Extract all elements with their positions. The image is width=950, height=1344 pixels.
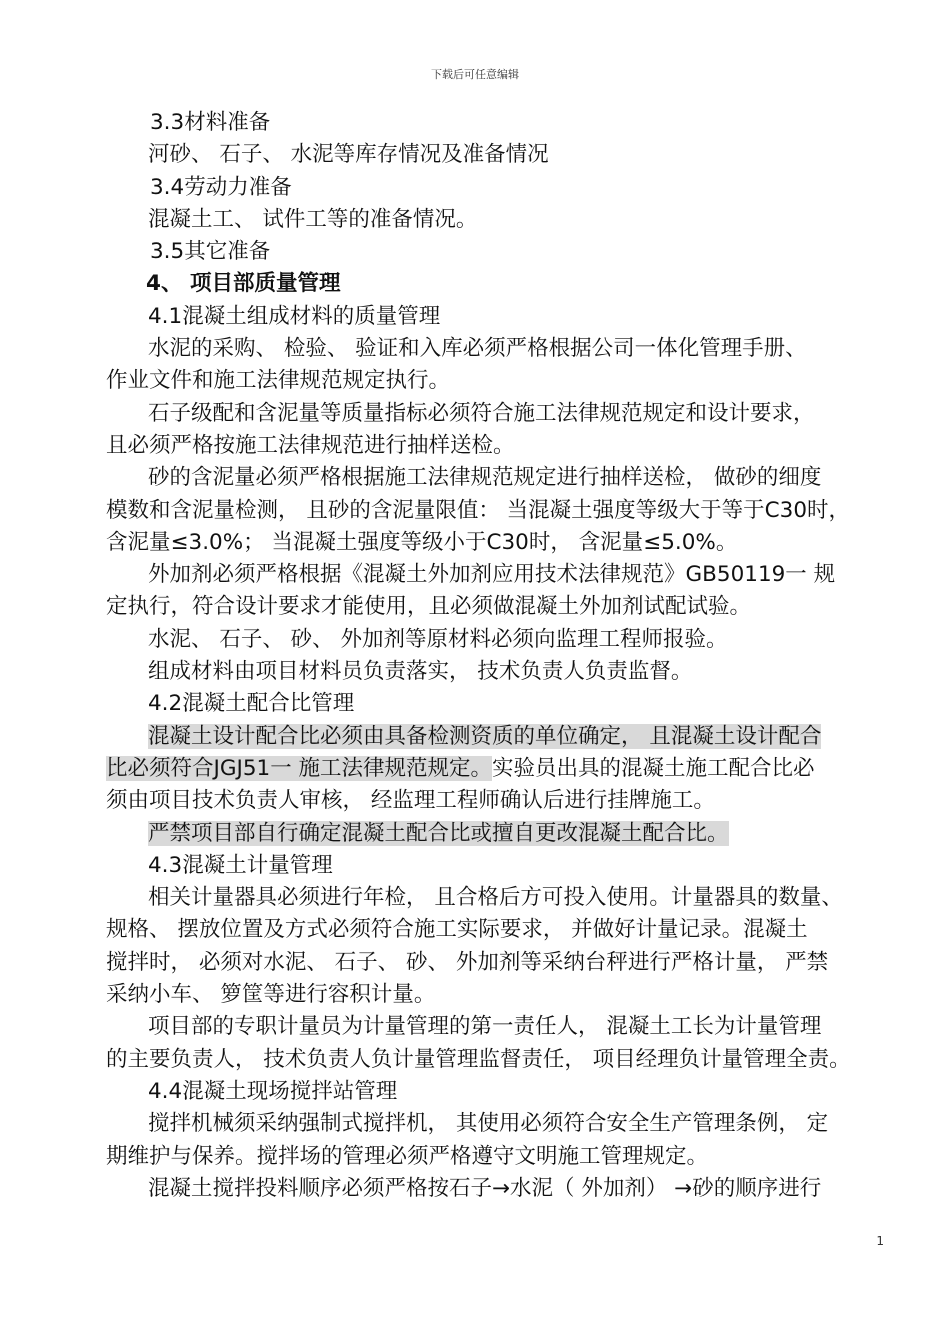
text-line bbox=[106, 1173, 894, 1205]
page-number: 1 bbox=[876, 1234, 884, 1248]
text-line bbox=[106, 301, 894, 333]
line-text: 搅拌机械须采纳强制式搅拌机， 其使用必须符合安全生产管理条例， 定 bbox=[148, 1111, 829, 1137]
line-text: 采纳小车、 箩筐等进行容积计量。 bbox=[106, 982, 436, 1008]
text-line bbox=[106, 1044, 894, 1076]
line-text: 4.4混凝土现场搅拌站管理 bbox=[148, 1078, 398, 1104]
line-text: 4.2混凝土配合比管理 bbox=[148, 691, 355, 717]
line-text: 定执行，符合设计要求才能使用，且必须做混凝土外加剂试配试验。 bbox=[106, 594, 752, 620]
text-line bbox=[106, 495, 894, 527]
line-text: 的主要负责人， 技术负责人负计量管理监督责任， 项目经理负计量管理全责。 bbox=[106, 1046, 851, 1072]
line-text: 4、 项目部质量管理 bbox=[146, 271, 341, 297]
highlighted-text: 严禁项目部自行确定混凝土配合比或擅自更改混凝土配合比。 bbox=[148, 820, 729, 846]
text-line bbox=[106, 785, 894, 817]
text-line bbox=[106, 979, 894, 1011]
line-text: 含泥量≤3.0%； 当混凝土强度等级小于C30时， 含泥量≤5.0%。 bbox=[106, 529, 738, 555]
highlighted-text: 比必须符合JGJ51一 施工法律规范规定。 bbox=[106, 755, 493, 781]
text-line bbox=[106, 430, 894, 462]
line-text: 3.3材料准备 bbox=[150, 110, 271, 135]
text-line bbox=[106, 172, 894, 204]
text-line bbox=[106, 721, 894, 753]
line-text: 混凝土工、 试件工等的准备情况。 bbox=[148, 206, 478, 232]
line-text: 项目部的专职计量员为计量管理的第一责任人， 混凝土工长为计量管理 bbox=[148, 1014, 822, 1040]
line-text: 河砂、 石子、 水泥等库存情况及准备情况 bbox=[148, 142, 549, 168]
text-line bbox=[106, 398, 894, 430]
text-line bbox=[106, 1076, 894, 1108]
line-text: 3.5其它准备 bbox=[150, 239, 271, 265]
text-line bbox=[106, 1011, 894, 1043]
text-line bbox=[106, 947, 894, 979]
header-note: 下载后可任意编辑 bbox=[431, 68, 519, 81]
text-line bbox=[106, 656, 894, 688]
text-line bbox=[106, 882, 894, 914]
text-line bbox=[106, 333, 894, 365]
line-text: 作业文件和施工法律规范规定执行。 bbox=[106, 368, 451, 394]
document-body bbox=[106, 107, 894, 1205]
line-text: 且必须严格按施工法律规范进行抽样送检。 bbox=[106, 432, 515, 458]
text-line bbox=[106, 365, 894, 397]
line-text: 模数和含泥量检测， 且砂的含泥量限值： 当混凝土强度等级大于等于C30时， bbox=[106, 497, 851, 523]
line-text: 外加剂必须严格根据《混凝土外加剂应用技术法律规范》GB50119一 规 bbox=[148, 562, 836, 588]
text-line bbox=[106, 139, 894, 171]
line-text: 规格、 摆放位置及方式必须符合施工实际要求， 并做好计量记录。混凝土 bbox=[106, 917, 808, 943]
text-line bbox=[106, 107, 894, 139]
line-text: 水泥、 石子、 砂、 外加剂等原材料必须向监理工程师报验。 bbox=[148, 626, 728, 652]
line-text: 组成材料由项目材料员负责落实， 技术负责人负责监督。 bbox=[148, 659, 693, 685]
text-line bbox=[106, 236, 894, 268]
line-text: 搅拌时， 必须对水泥、 石子、 砂、 外加剂等采纳台秤进行严格计量， 严禁 bbox=[106, 949, 829, 975]
line-text: 砂的含泥量必须严格根据施工法律规范规定进行抽样送检， 做砂的细度 bbox=[148, 465, 822, 491]
line-text: 石子级配和含泥量等质量指标必须符合施工法律规范规定和设计要求， bbox=[148, 400, 815, 426]
line-text: 4.3混凝土计量管理 bbox=[148, 852, 333, 878]
text-line bbox=[106, 462, 894, 494]
text-line bbox=[106, 1108, 894, 1140]
line-text: 实验员出具的混凝土施工配合比必 bbox=[492, 755, 815, 781]
text-line bbox=[106, 1141, 894, 1173]
line-text: 相关计量器具必须进行年检， 且合格后方可投入使用。计量器具的数量、 bbox=[148, 885, 843, 911]
highlighted-text: 混凝土设计配合比必须由具备检测资质的单位确定， 且混凝土设计配合 bbox=[148, 723, 822, 749]
line-text: 混凝土搅拌投料顺序必须严格按石子→水泥（ 外加剂） →砂的顺序进行 bbox=[148, 1175, 822, 1201]
text-line bbox=[106, 850, 894, 882]
line-text: 期维护与保养。搅拌场的管理必须严格遵守文明施工管理规定。 bbox=[106, 1143, 709, 1169]
section-heading bbox=[106, 268, 894, 300]
text-line bbox=[106, 624, 894, 656]
line-text: 水泥的采购、 检验、 验证和入库必须严格根据公司一体化管理手册、 bbox=[148, 336, 807, 362]
text-line bbox=[106, 527, 894, 559]
line-text: 须由项目技术负责人审核， 经监理工程师确认后进行挂牌施工。 bbox=[106, 788, 715, 814]
text-line bbox=[106, 591, 894, 623]
line-text: 4.1混凝土组成材料的质量管理 bbox=[148, 303, 441, 329]
text-line bbox=[106, 818, 894, 850]
text-line bbox=[106, 914, 894, 946]
line-text: 3.4劳动力准备 bbox=[150, 174, 292, 200]
text-line bbox=[106, 753, 894, 785]
text-line bbox=[106, 688, 894, 720]
text-line bbox=[106, 204, 894, 236]
text-line bbox=[106, 559, 894, 591]
